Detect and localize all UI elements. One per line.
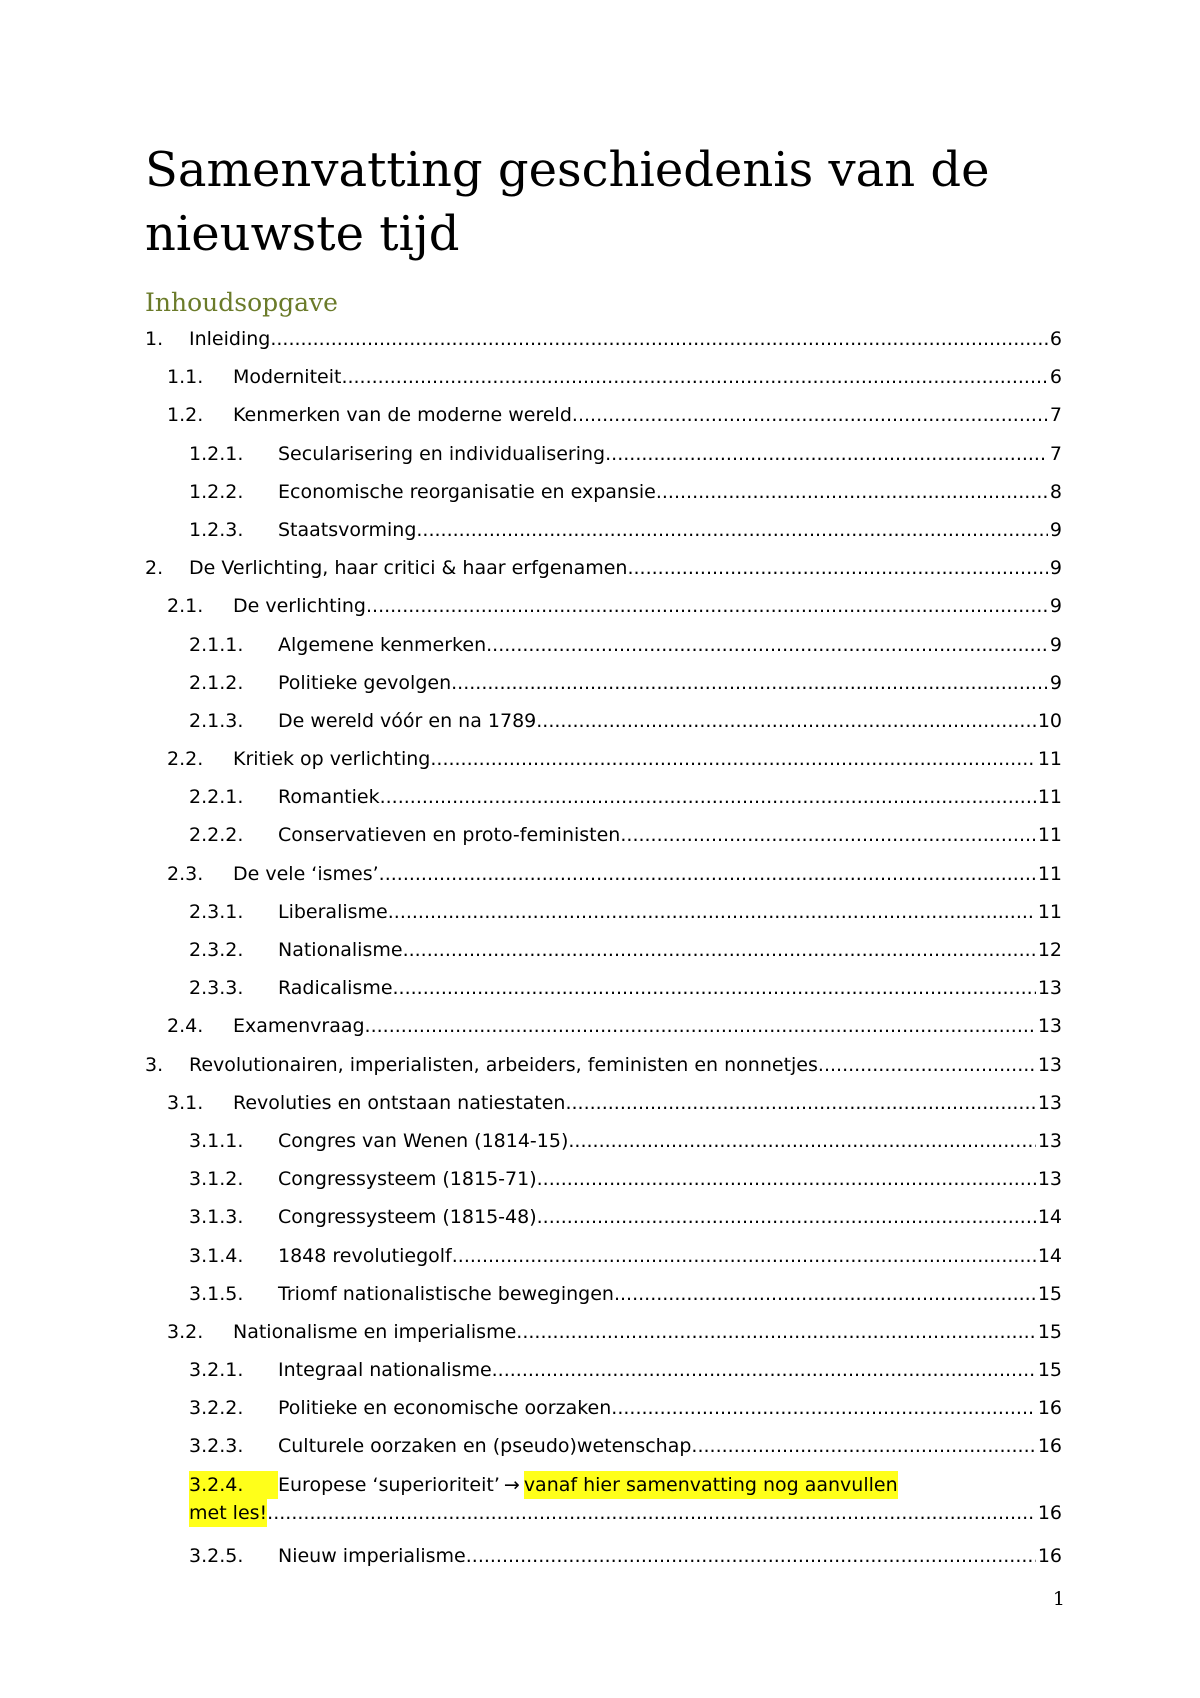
toc-entry-page: 13 bbox=[1037, 1015, 1062, 1038]
toc-entry-label: Romantiek bbox=[278, 786, 380, 809]
dot-leader bbox=[466, 1537, 1036, 1575]
toc-entry-number: 3.1.3. bbox=[189, 1206, 244, 1229]
toc-entry-page: 12 bbox=[1037, 939, 1062, 961]
toc-entry-label: Congressysteem (1815-71) bbox=[278, 1168, 537, 1191]
toc-entry-number: 3.2.2. bbox=[189, 1397, 244, 1420]
toc-entry-number: 3.1.2. bbox=[189, 1168, 244, 1191]
toc-entry-label: Kenmerken van de moderne wereld bbox=[233, 404, 572, 427]
toc-entry-number: 3.1.4. bbox=[189, 1244, 244, 1267]
toc-entry-number: 3.1.5. bbox=[189, 1282, 244, 1305]
dot-leader bbox=[451, 664, 1048, 702]
toc-entry-number: 2. bbox=[145, 557, 164, 580]
toc-entry-label: Revolutionairen, imperialisten, arbeiders, feministen en nonnetjes bbox=[189, 1053, 818, 1076]
toc-entry-label: Staatsvorming bbox=[278, 518, 417, 541]
toc-entry-label: Nationalisme en imperialisme bbox=[233, 1320, 517, 1343]
dot-leader bbox=[565, 1084, 1035, 1122]
toc-entry[interactable] bbox=[145, 1198, 1062, 1236]
dot-leader bbox=[416, 511, 1048, 549]
toc-entry-label: Conservatieven en proto-feministen bbox=[278, 824, 621, 847]
toc-entry-number: 3. bbox=[145, 1053, 164, 1076]
dot-leader bbox=[818, 1046, 1036, 1084]
toc-entry-label: Congressysteem (1815-48) bbox=[278, 1206, 537, 1229]
dot-leader bbox=[430, 740, 1035, 778]
toc-entry-page: 16 bbox=[1037, 1435, 1062, 1458]
toc-entry-number: 3.2. bbox=[167, 1320, 204, 1343]
dot-leader bbox=[403, 931, 1036, 969]
toc-entry-label: De wereld vóór en na 1789 bbox=[278, 709, 537, 732]
toc-entry-page: 13 bbox=[1037, 977, 1062, 1000]
toc-entry[interactable] bbox=[145, 778, 1062, 816]
toc-entry-label: Culturele oorzaken en (pseudo)wetenschap bbox=[278, 1435, 692, 1458]
toc-entry[interactable] bbox=[145, 1007, 1062, 1045]
toc-heading: Inhoudsopgave bbox=[145, 288, 338, 317]
dot-leader bbox=[614, 1275, 1036, 1313]
toc-entry-number: 2.1.1. bbox=[189, 633, 244, 656]
toc-entry[interactable] bbox=[145, 396, 1062, 434]
toc-entry-page: 11 bbox=[1037, 786, 1062, 809]
table-of-contents bbox=[145, 320, 1062, 1575]
toc-entry-label: De Verlichting, haar critici & haar erfgenamen bbox=[189, 557, 628, 580]
dot-leader bbox=[267, 1499, 1036, 1527]
document-title: Samenvatting geschiedenis van de nieuwste tijd bbox=[145, 142, 990, 262]
toc-entry[interactable] bbox=[145, 931, 1062, 969]
dot-leader bbox=[366, 587, 1048, 625]
toc-entry-label: Nieuw imperialisme bbox=[278, 1544, 466, 1567]
todo-note: vanaf hier samenvatting nog aanvullen bbox=[524, 1471, 898, 1499]
toc-entry-label: De vele ‘ismes’ bbox=[233, 862, 379, 885]
page-number: 1 bbox=[1052, 1588, 1065, 1610]
toc-entry-label: Europese ‘superioriteit’ bbox=[278, 1473, 500, 1496]
toc-entry-label: Kritiek op verlichting bbox=[233, 748, 431, 771]
dot-leader bbox=[492, 1351, 1036, 1389]
toc-entry-page: 9 bbox=[1049, 671, 1062, 694]
toc-entry-label: De verlichting bbox=[233, 595, 366, 618]
toc-entry[interactable] bbox=[145, 1160, 1062, 1198]
toc-entry[interactable] bbox=[145, 1275, 1062, 1313]
toc-entry-page: 13 bbox=[1037, 1053, 1062, 1076]
dot-leader bbox=[611, 1389, 1036, 1427]
toc-entry-page: 13 bbox=[1037, 1168, 1062, 1191]
toc-entry-page: 15 bbox=[1037, 1320, 1062, 1343]
todo-note-continued: met les! bbox=[189, 1499, 267, 1527]
toc-entry-number: 2.1.2. bbox=[189, 671, 244, 694]
toc-entry-number: 2.1. bbox=[167, 595, 204, 618]
toc-entry[interactable] bbox=[145, 1351, 1062, 1389]
toc-entry-label: Congres van Wenen (1814-15) bbox=[278, 1129, 569, 1152]
toc-entry-label: Radicalisme bbox=[278, 977, 393, 1000]
toc-entry-label: Algemene kenmerken bbox=[278, 633, 487, 656]
toc-entry-page: 6 bbox=[1049, 366, 1062, 389]
toc-entry-label: Examenvraag bbox=[233, 1015, 365, 1038]
toc-entry-page: 13 bbox=[1037, 1091, 1062, 1114]
toc-entry[interactable] bbox=[145, 435, 1062, 473]
toc-entry-page: 11 bbox=[1037, 748, 1062, 771]
toc-entry[interactable] bbox=[145, 1389, 1062, 1427]
dot-leader bbox=[379, 855, 1036, 893]
toc-entry-label: Liberalisme bbox=[278, 900, 388, 923]
dot-leader bbox=[341, 358, 1047, 396]
toc-entry-page: 13 bbox=[1037, 1129, 1062, 1152]
toc-entry-number: 2.2.1. bbox=[189, 786, 244, 809]
toc-entry-number: 2.3. bbox=[167, 862, 204, 885]
toc-entry-page: 8 bbox=[1049, 480, 1062, 503]
toc-entry[interactable] bbox=[145, 1313, 1062, 1351]
toc-entry-number: 2.1.3. bbox=[189, 709, 244, 732]
toc-entry[interactable] bbox=[145, 473, 1062, 511]
toc-entry-page: 9 bbox=[1049, 595, 1062, 618]
dot-leader bbox=[605, 435, 1048, 473]
toc-entry-page: 16 bbox=[1037, 1397, 1062, 1420]
toc-entry-number: 3.2.1. bbox=[189, 1359, 244, 1382]
toc-entry-label: Triomf nationalistische bewegingen bbox=[278, 1282, 614, 1305]
toc-entry[interactable] bbox=[145, 1084, 1062, 1122]
toc-entry-number: 1.2. bbox=[167, 404, 204, 427]
toc-entry[interactable] bbox=[145, 1427, 1062, 1465]
toc-entry-label: Secularisering en individualisering bbox=[278, 442, 606, 465]
toc-entry[interactable] bbox=[145, 893, 1062, 931]
toc-entry-label: Inleiding bbox=[189, 328, 271, 350]
toc-entry-label: Nationalisme bbox=[278, 939, 403, 961]
arrow-right-icon: → bbox=[503, 1473, 520, 1496]
dot-leader bbox=[656, 473, 1048, 511]
toc-entry[interactable] bbox=[145, 1122, 1062, 1160]
toc-entry-label: Revoluties en ontstaan natiestaten bbox=[233, 1091, 566, 1114]
dot-leader bbox=[452, 1237, 1036, 1275]
toc-entry[interactable] bbox=[145, 664, 1062, 702]
toc-entry-number: 2.3.3. bbox=[189, 977, 244, 1000]
toc-entry-page: 6 bbox=[1049, 328, 1062, 350]
toc-entry[interactable] bbox=[145, 740, 1062, 778]
toc-entry[interactable] bbox=[145, 702, 1062, 740]
toc-entry-page: 7 bbox=[1049, 404, 1062, 427]
toc-entry-number: 2.2.2. bbox=[189, 824, 244, 847]
dot-leader bbox=[568, 1122, 1035, 1160]
dot-leader bbox=[486, 626, 1048, 664]
toc-entry-page: 9 bbox=[1049, 518, 1062, 541]
toc-entry[interactable] bbox=[145, 587, 1062, 625]
toc-entry-label: Politieke en economische oorzaken bbox=[278, 1397, 612, 1420]
dot-leader bbox=[270, 320, 1048, 358]
dot-leader bbox=[620, 816, 1035, 854]
toc-entry[interactable] bbox=[145, 511, 1062, 549]
dot-leader bbox=[627, 549, 1047, 587]
dot-leader bbox=[380, 778, 1036, 816]
toc-entry[interactable] bbox=[145, 969, 1062, 1007]
dot-leader bbox=[516, 1313, 1036, 1351]
dot-leader bbox=[536, 702, 1036, 740]
toc-entry-page: 11 bbox=[1037, 862, 1062, 885]
toc-entry-label: 1848 revolutiegolf bbox=[278, 1244, 452, 1267]
toc-entry-label: Economische reorganisatie en expansie bbox=[278, 480, 656, 503]
toc-entry-highlighted[interactable] bbox=[145, 1466, 1062, 1537]
toc-entry-page: 14 bbox=[1037, 1244, 1062, 1267]
toc-entry-page: 11 bbox=[1037, 824, 1062, 847]
toc-entry[interactable] bbox=[145, 549, 1062, 587]
toc-entry-number: 2.3.2. bbox=[189, 939, 244, 961]
toc-entry-page: 16 bbox=[1037, 1501, 1062, 1524]
toc-entry-number: 1.2.3. bbox=[189, 518, 244, 541]
toc-entry-number: 3.2.3. bbox=[189, 1435, 244, 1458]
toc-entry-number: 1. bbox=[145, 328, 164, 350]
toc-entry[interactable] bbox=[145, 1537, 1062, 1575]
toc-entry-label: Moderniteit bbox=[233, 366, 342, 389]
toc-entry-page: 7 bbox=[1049, 442, 1062, 465]
toc-entry-number: 1.2.2. bbox=[189, 480, 244, 503]
toc-entry[interactable] bbox=[145, 626, 1062, 664]
toc-entry-label: Integraal nationalisme bbox=[278, 1359, 492, 1382]
toc-entry-number: 2.3.1. bbox=[189, 900, 244, 923]
toc-entry-page: 11 bbox=[1037, 900, 1062, 923]
toc-entry-number: 2.2. bbox=[167, 748, 204, 771]
dot-leader bbox=[691, 1427, 1035, 1465]
dot-leader bbox=[388, 893, 1036, 931]
toc-entry-number: 1.2.1. bbox=[189, 442, 244, 465]
toc-entry-page: 9 bbox=[1049, 557, 1062, 580]
toc-entry[interactable] bbox=[145, 320, 1062, 358]
toc-entry-page: 16 bbox=[1037, 1544, 1062, 1567]
toc-entry-page: 10 bbox=[1037, 709, 1062, 732]
toc-entry[interactable] bbox=[145, 1237, 1062, 1275]
dot-leader bbox=[572, 396, 1048, 434]
dot-leader bbox=[365, 1007, 1036, 1045]
dot-leader bbox=[537, 1160, 1036, 1198]
toc-entry-page: 15 bbox=[1037, 1282, 1062, 1305]
toc-entry[interactable] bbox=[145, 816, 1062, 854]
toc-entry-page: 15 bbox=[1037, 1359, 1062, 1382]
toc-entry[interactable] bbox=[145, 358, 1062, 396]
toc-entry-number: 2.4. bbox=[167, 1015, 204, 1038]
toc-entry[interactable] bbox=[145, 1046, 1062, 1084]
toc-entry-number: 3.1. bbox=[167, 1091, 204, 1114]
toc-entry-number: 1.1. bbox=[167, 366, 204, 389]
toc-entry-number: 3.1.1. bbox=[189, 1129, 244, 1152]
toc-entry-number: 3.2.5. bbox=[189, 1544, 244, 1567]
toc-entry[interactable] bbox=[145, 855, 1062, 893]
toc-entry-number: 3.2.4. bbox=[189, 1471, 278, 1499]
dot-leader bbox=[393, 969, 1036, 1007]
dot-leader bbox=[537, 1198, 1036, 1236]
toc-entry-page: 9 bbox=[1049, 633, 1062, 656]
toc-entry-label: Politieke gevolgen bbox=[278, 671, 452, 694]
toc-entry-page: 14 bbox=[1037, 1206, 1062, 1229]
